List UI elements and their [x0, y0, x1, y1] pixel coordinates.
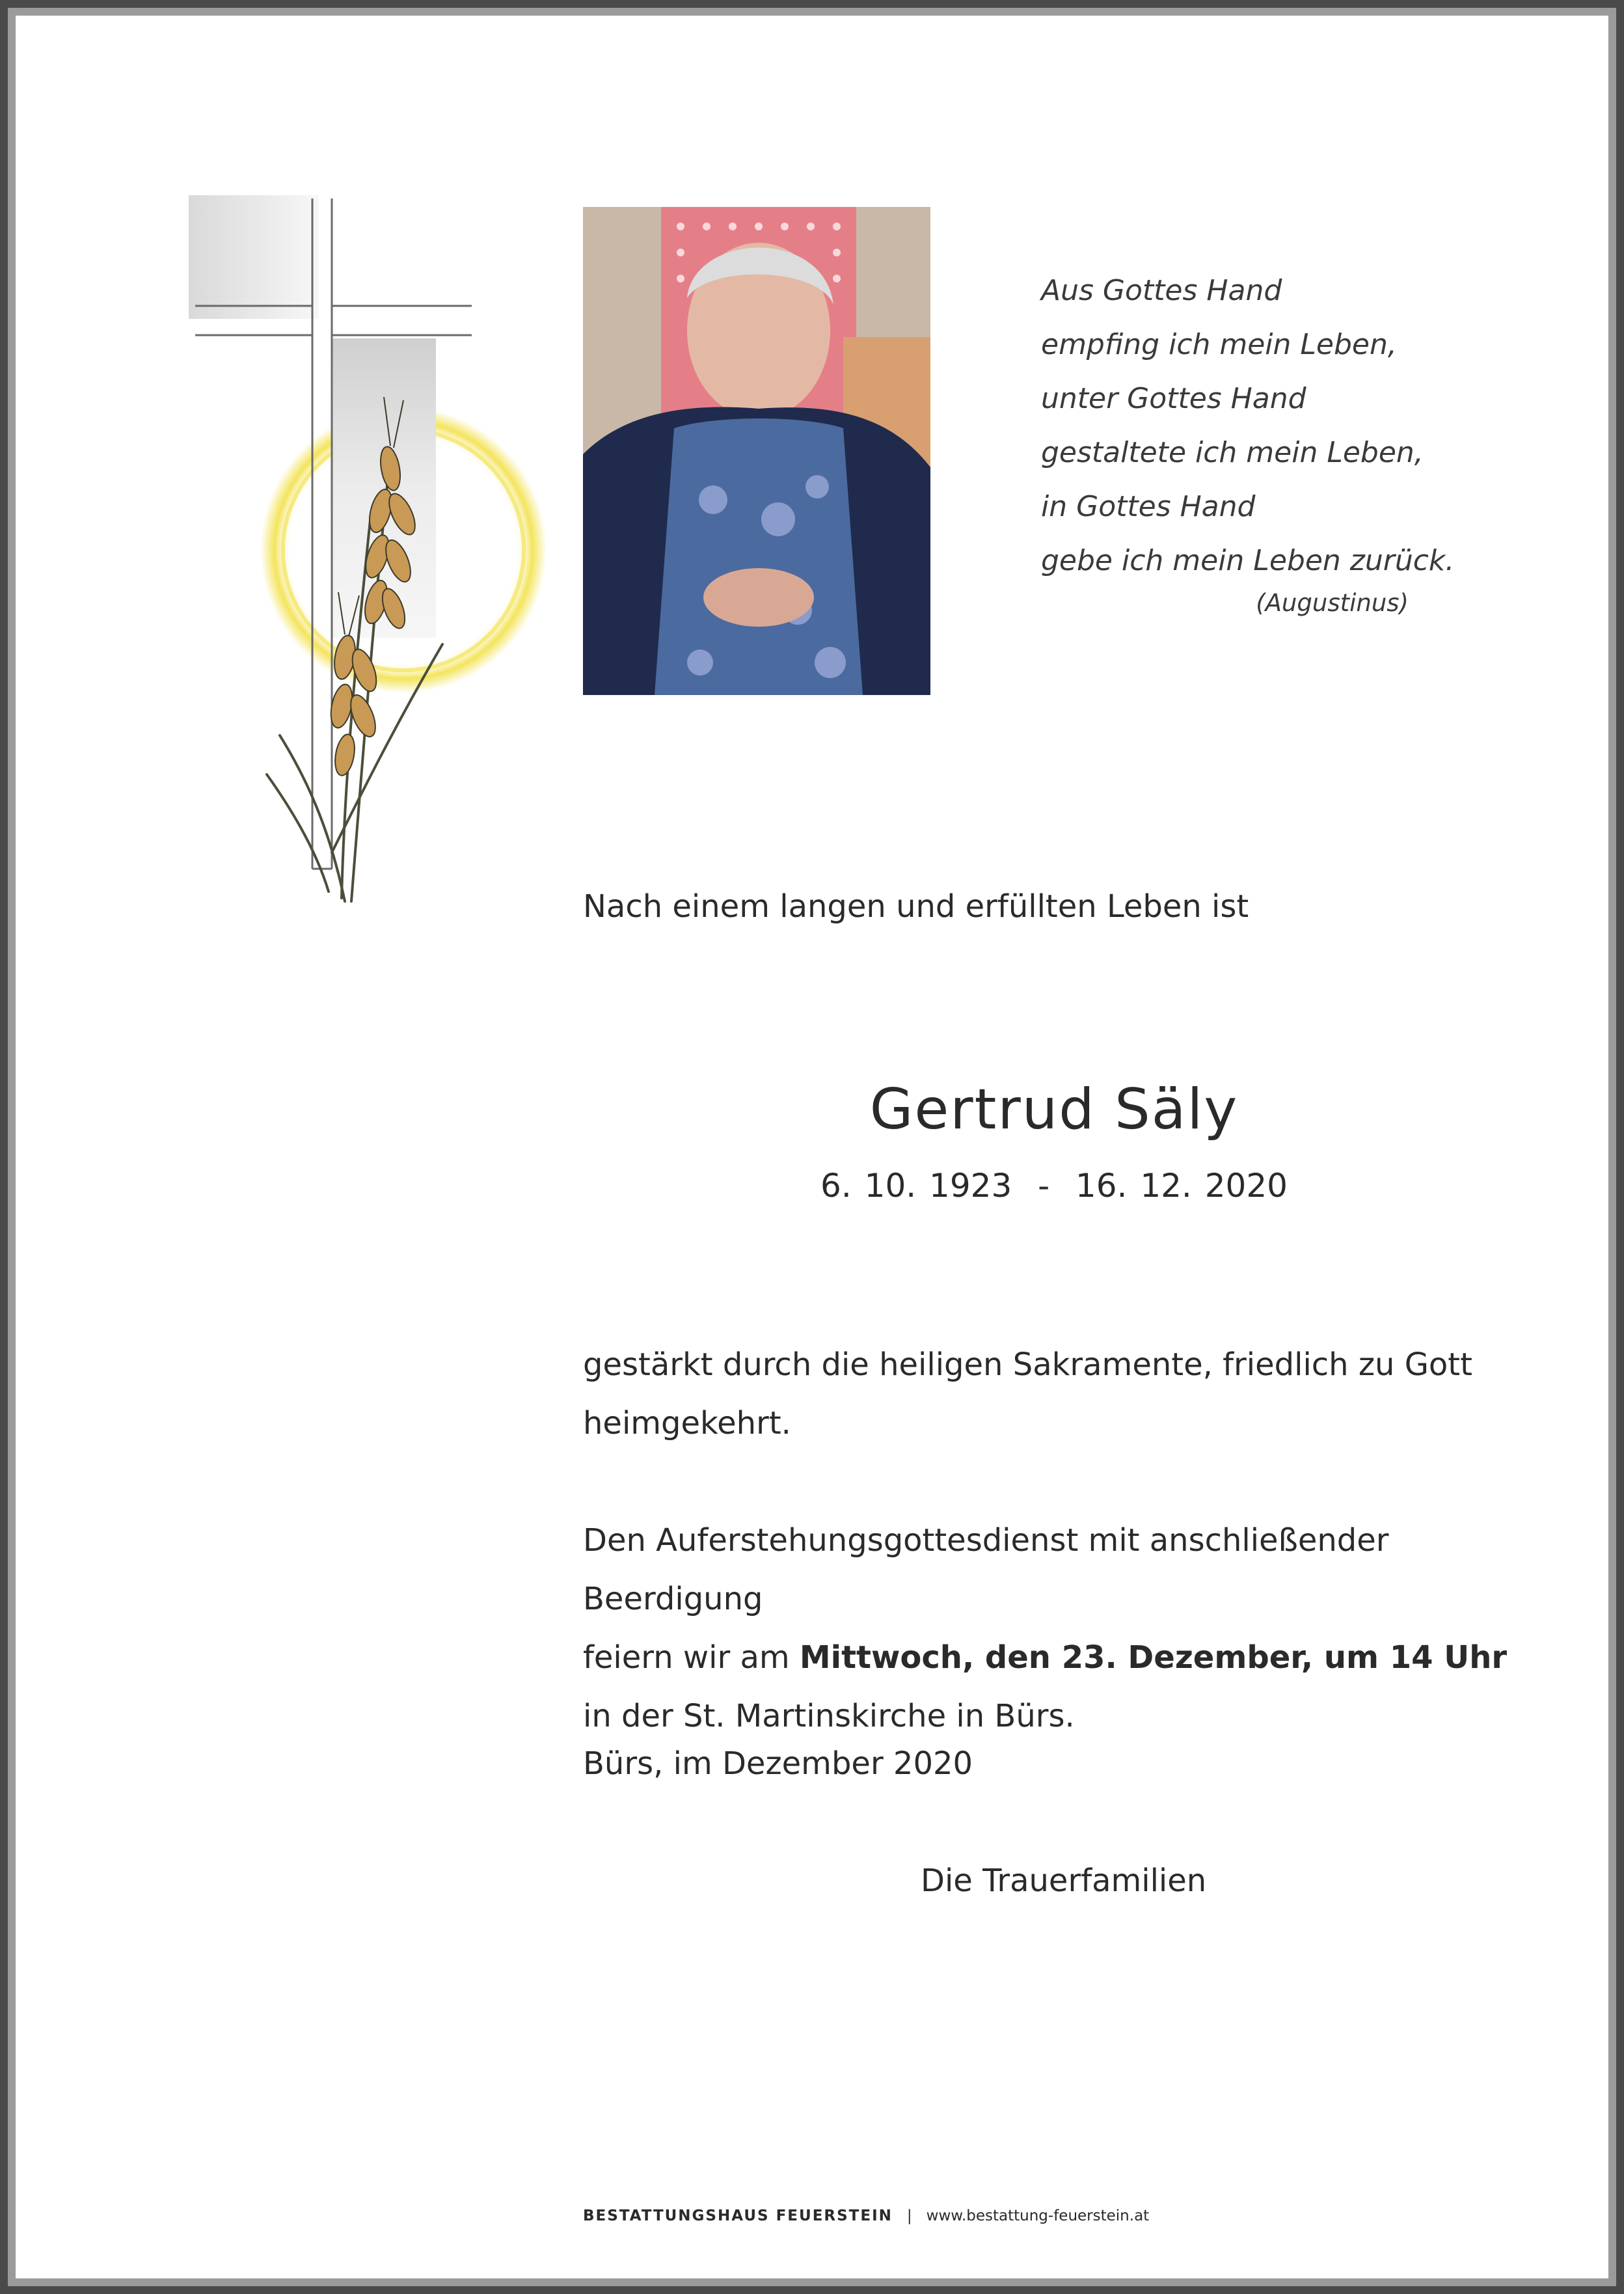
poem-line: gestaltete ich mein Leben, — [1041, 436, 1424, 469]
poem-line: Aus Gottes Hand — [1041, 274, 1282, 307]
service-date-time: Mittwoch, den 23. Dezember, um 14 Uhr — [799, 1639, 1508, 1676]
poem-line: unter Gottes Hand — [1041, 382, 1306, 415]
poem-line: gebe ich mein Leben zurück. — [1041, 544, 1455, 577]
life-dates: 6. 10. 1923 - 16. 12. 2020 — [820, 1167, 1288, 1205]
paragraph-line: in der St. Martinskirche in Bürs. — [583, 1698, 1075, 1734]
cross-wheat-sun-icon — [117, 150, 586, 950]
poem-line: in Gottes Hand — [1041, 490, 1256, 523]
paragraph-line — [583, 1628, 1526, 1687]
footer-separator: | — [906, 2207, 912, 2224]
paragraph-line: heimgekehrt. — [583, 1405, 791, 1441]
paragraph-line: Den Auferstehungsgottesdienst mit anschließender Beerdigung — [583, 1522, 1389, 1617]
place-date: Bürs, im Dezember 2020 — [583, 1745, 973, 1782]
service-prefix: feiern wir am — [583, 1639, 800, 1676]
portrait-photo — [583, 207, 930, 695]
footer — [583, 2207, 1149, 2224]
signature: Die Trauerfamilien — [921, 1863, 1207, 1899]
poem-source: (Augustinus) — [1256, 589, 1409, 617]
poem-line: empfing ich mein Leben, — [1041, 328, 1397, 361]
paragraph-service — [583, 1511, 1526, 1745]
paragraph-line: gestärkt durch die heiligen Sakramente, friedlich zu Gott — [583, 1346, 1472, 1383]
footer-company: BESTATTUNGSHAUS FEUERSTEIN — [583, 2207, 893, 2224]
deceased-name: Gertrud Säly — [869, 1077, 1239, 1142]
paragraph-sacraments — [583, 1335, 1526, 1453]
footer-website-link[interactable]: www.bestattung-feuerstein.at — [926, 2207, 1150, 2224]
intro-text: Nach einem langen und erfüllten Leben ist — [583, 888, 1249, 925]
poem — [1041, 264, 1496, 588]
